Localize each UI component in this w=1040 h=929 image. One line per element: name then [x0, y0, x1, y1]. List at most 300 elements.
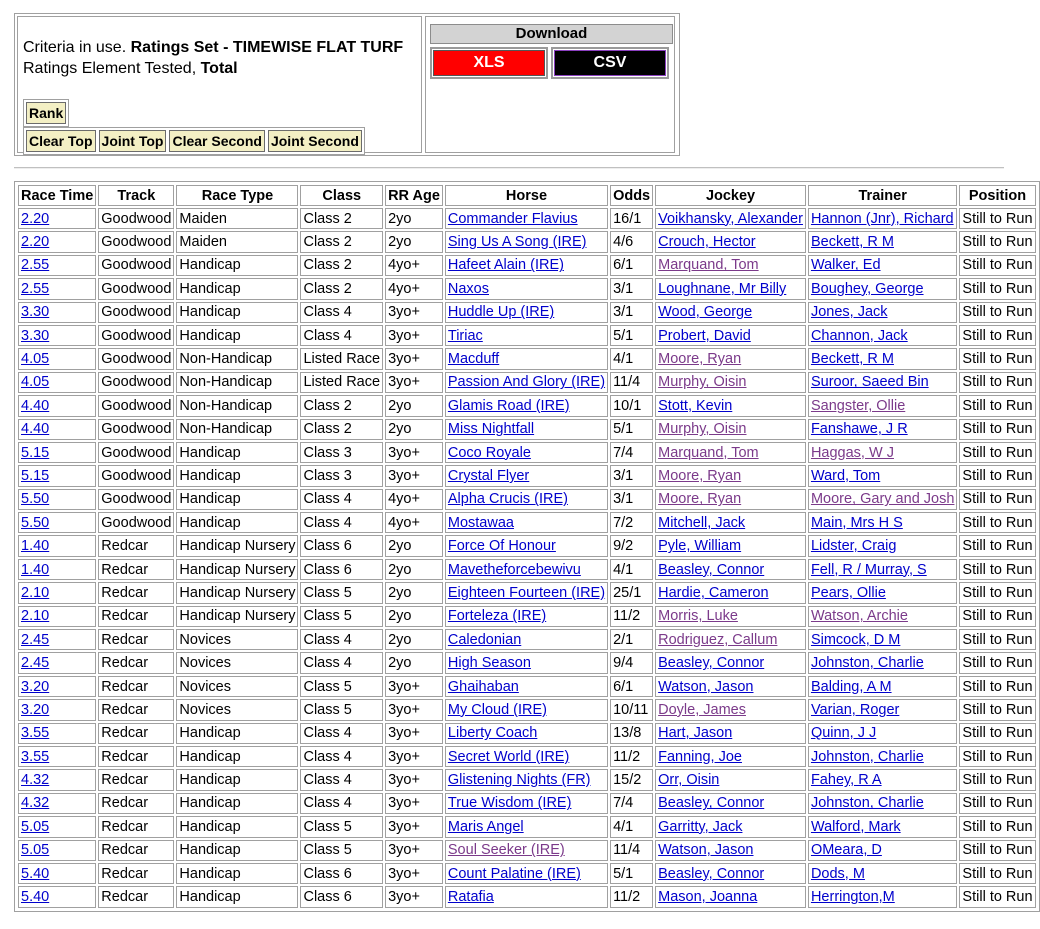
track-cell: Redcar	[98, 793, 174, 814]
trainer-link[interactable]: Varian, Roger	[810, 701, 900, 718]
race-time-cell	[18, 676, 96, 697]
race-time-cell	[18, 302, 96, 323]
odds-cell: 3/1	[610, 302, 653, 323]
table-row	[18, 255, 1036, 276]
trainer-link[interactable]: Quinn, J J	[810, 725, 877, 742]
trainer-link[interactable]: Simcock, D M	[810, 631, 901, 648]
horse-link[interactable]: Naxos	[447, 280, 489, 297]
horse-link[interactable]: Maris Angel	[447, 818, 524, 835]
race-type-cell: Handicap	[176, 723, 298, 744]
rr-age-cell: 3yo+	[385, 863, 443, 884]
class-cell: Class 4	[300, 489, 383, 510]
jockey-link[interactable]: Garritty, Jack	[658, 818, 743, 835]
download-panel	[425, 16, 675, 153]
jockey-link[interactable]: Crouch, Hector	[658, 234, 756, 251]
rr-age-cell: 2yo	[385, 582, 443, 603]
race-time-cell	[18, 419, 96, 440]
race-time-link[interactable]: 2.55	[21, 257, 50, 274]
jockey-cell	[655, 465, 806, 486]
class-cell: Class 4	[300, 325, 383, 346]
horse-link[interactable]: Glistening Nights (FR)	[447, 772, 591, 789]
track-cell: Redcar	[98, 886, 174, 907]
trainer-link[interactable]: Balding, A M	[810, 678, 892, 695]
race-time-link[interactable]: 5.15	[21, 444, 50, 461]
track-cell: Goodwood	[98, 465, 174, 486]
horse-cell	[445, 793, 608, 814]
odds-cell: 25/1	[610, 582, 653, 603]
position-cell: Still to Run	[959, 769, 1035, 790]
race-time-cell	[18, 559, 96, 580]
rr-age-cell: 4yo+	[385, 512, 443, 533]
races-table	[16, 183, 1038, 910]
race-time-link[interactable]: 5.05	[21, 842, 50, 859]
race-time-link[interactable]: 3.30	[21, 327, 50, 344]
jockey-link[interactable]: Hardie, Cameron	[658, 584, 769, 601]
track-cell: Goodwood	[98, 231, 174, 252]
position-cell: Still to Run	[959, 723, 1035, 744]
horse-link[interactable]: Crystal Flyer	[447, 467, 530, 484]
horse-link[interactable]: Sing Us A Song (IRE)	[447, 234, 587, 251]
horse-link[interactable]: High Season	[447, 655, 531, 672]
download-csv-button[interactable]	[551, 47, 669, 79]
trainer-link[interactable]: Boughey, George	[810, 280, 924, 297]
odds-cell: 11/2	[610, 886, 653, 907]
trainer-link[interactable]: Haggas, W J	[810, 444, 894, 461]
odds-cell: 11/2	[610, 746, 653, 767]
jockey-link[interactable]: Wood, George	[658, 304, 753, 321]
race-time-link[interactable]: 5.50	[21, 491, 50, 508]
jockey-link[interactable]: Beasley, Connor	[658, 795, 765, 812]
race-time-link[interactable]: 2.20	[21, 234, 50, 251]
jockey-link[interactable]: Beasley, Connor	[658, 561, 765, 578]
horse-link[interactable]: Forteleza (IRE)	[447, 608, 547, 625]
horse-cell	[445, 723, 608, 744]
jockey-link[interactable]: Murphy, Oisin	[658, 374, 747, 391]
position-cell: Still to Run	[959, 676, 1035, 697]
position-cell: Still to Run	[959, 325, 1035, 346]
clear-second-button[interactable]: Clear Second	[169, 130, 264, 152]
position-cell: Still to Run	[959, 348, 1035, 369]
horse-link[interactable]: Commander Flavius	[447, 210, 578, 227]
trainer-link[interactable]: Fanshawe, J R	[810, 421, 908, 438]
trainer-link[interactable]: Herrington,M	[810, 889, 895, 906]
race-time-link[interactable]: 5.40	[21, 865, 50, 882]
class-cell: Class 5	[300, 816, 383, 837]
trainer-link[interactable]: Suroor, Saeed Bin	[810, 374, 929, 391]
table-row	[18, 395, 1036, 416]
races-table-container	[14, 181, 1040, 912]
class-cell: Class 6	[300, 863, 383, 884]
jockey-link[interactable]: Rodriguez, Callum	[658, 631, 778, 648]
horse-cell	[445, 255, 608, 276]
race-time-cell	[18, 442, 96, 463]
jockey-cell	[655, 348, 806, 369]
header-jockey: Jockey	[655, 185, 806, 206]
odds-cell: 4/1	[610, 348, 653, 369]
trainer-link[interactable]: Watson, Archie	[810, 608, 908, 625]
track-cell: Redcar	[98, 816, 174, 837]
trainer-cell	[808, 395, 957, 416]
jockey-link[interactable]: Watson, Jason	[658, 842, 754, 859]
horse-link[interactable]: Passion And Glory (IRE)	[447, 374, 606, 391]
trainer-link[interactable]: Fell, R / Murray, S	[810, 561, 927, 578]
jockey-cell	[655, 652, 806, 673]
trainer-link[interactable]: OMeara, D	[810, 842, 882, 859]
trainer-link[interactable]: Fahey, R A	[810, 772, 882, 789]
track-cell: Goodwood	[98, 325, 174, 346]
race-type-cell: Handicap	[176, 840, 298, 861]
race-time-cell	[18, 255, 96, 276]
clear-top-button[interactable]: Clear Top	[26, 130, 96, 152]
race-type-cell: Handicap	[176, 278, 298, 299]
table-header-row	[18, 185, 1036, 206]
jockey-link[interactable]: Voikhansky, Alexander	[658, 210, 803, 227]
horse-link[interactable]: Liberty Coach	[447, 725, 538, 742]
horse-link[interactable]: Tiriac	[447, 327, 483, 344]
header-race-time: Race Time	[18, 185, 96, 206]
race-type-cell: Handicap	[176, 325, 298, 346]
jockey-cell	[655, 582, 806, 603]
trainer-cell	[808, 302, 957, 323]
trainer-link[interactable]: Ward, Tom	[810, 467, 881, 484]
race-time-link[interactable]: 3.55	[21, 725, 50, 742]
jockey-link[interactable]: Probert, David	[658, 327, 751, 344]
trainer-link[interactable]: Beckett, R M	[810, 234, 894, 251]
class-cell: Class 4	[300, 629, 383, 650]
trainer-link[interactable]: Hannon (Jnr), Richard	[810, 210, 954, 227]
jockey-link[interactable]: Stott, Kevin	[658, 397, 733, 414]
horse-link[interactable]: Ghaihaban	[447, 678, 519, 695]
jockey-link[interactable]: Moore, Ryan	[658, 491, 742, 508]
jockey-link[interactable]: Orr, Oisin	[658, 772, 720, 789]
race-time-cell	[18, 395, 96, 416]
odds-cell: 10/11	[610, 699, 653, 720]
rr-age-cell: 3yo+	[385, 886, 443, 907]
class-cell: Class 2	[300, 419, 383, 440]
race-time-link[interactable]: 5.15	[21, 467, 50, 484]
class-cell: Class 2	[300, 395, 383, 416]
horse-link[interactable]: Glamis Road (IRE)	[447, 397, 570, 414]
trainer-link[interactable]: Moore, Gary and Josh	[810, 491, 955, 508]
trainer-cell	[808, 325, 957, 346]
download-buttons	[430, 47, 669, 79]
trainer-link[interactable]: Channon, Jack	[810, 327, 908, 344]
trainer-cell	[808, 606, 957, 627]
odds-cell: 9/2	[610, 535, 653, 556]
race-time-link[interactable]: 3.20	[21, 701, 50, 718]
race-time-link[interactable]: 2.45	[21, 655, 50, 672]
rr-age-cell: 3yo+	[385, 840, 443, 861]
position-cell: Still to Run	[959, 840, 1035, 861]
jockey-link[interactable]: Marquand, Tom	[658, 257, 759, 274]
odds-cell: 11/4	[610, 840, 653, 861]
jockey-link[interactable]: Beasley, Connor	[658, 865, 765, 882]
jockey-cell	[655, 606, 806, 627]
position-cell: Still to Run	[959, 231, 1035, 252]
track-cell: Redcar	[98, 582, 174, 603]
trainer-cell	[808, 793, 957, 814]
header-race-type: Race Type	[176, 185, 298, 206]
trainer-link[interactable]: Main, Mrs H S	[810, 514, 903, 531]
table-row	[18, 465, 1036, 486]
race-time-link[interactable]: 4.32	[21, 772, 50, 789]
race-type-cell: Novices	[176, 629, 298, 650]
class-cell: Class 2	[300, 278, 383, 299]
race-time-cell	[18, 208, 96, 229]
position-cell: Still to Run	[959, 442, 1035, 463]
xls-label: XLS	[433, 50, 545, 76]
table-row	[18, 816, 1036, 837]
race-type-cell: Maiden	[176, 208, 298, 229]
position-cell: Still to Run	[959, 746, 1035, 767]
horse-link[interactable]: Miss Nightfall	[447, 421, 535, 438]
joint-second-button[interactable]: Joint Second	[268, 130, 362, 152]
jockey-cell	[655, 559, 806, 580]
position-cell: Still to Run	[959, 582, 1035, 603]
rr-age-cell: 3yo+	[385, 746, 443, 767]
horse-link[interactable]: Ratafia	[447, 889, 494, 906]
jockey-link[interactable]: Watson, Jason	[658, 678, 754, 695]
jockey-cell	[655, 699, 806, 720]
rank-button[interactable]: Rank	[26, 102, 66, 124]
horse-link[interactable]: Secret World (IRE)	[447, 748, 570, 765]
rr-age-cell: 3yo+	[385, 325, 443, 346]
jockey-cell	[655, 208, 806, 229]
header-trainer: Trainer	[808, 185, 957, 206]
race-time-link[interactable]: 3.20	[21, 678, 50, 695]
odds-cell: 3/1	[610, 465, 653, 486]
table-row	[18, 746, 1036, 767]
track-cell: Goodwood	[98, 278, 174, 299]
rr-age-cell: 3yo+	[385, 465, 443, 486]
odds-cell: 10/1	[610, 395, 653, 416]
race-type-cell: Maiden	[176, 231, 298, 252]
odds-cell: 11/4	[610, 372, 653, 393]
horse-link[interactable]: Eighteen Fourteen (IRE)	[447, 584, 606, 601]
race-time-link[interactable]: 5.40	[21, 889, 50, 906]
race-time-link[interactable]: 1.40	[21, 538, 50, 555]
jockey-cell	[655, 231, 806, 252]
jockey-link[interactable]: Fanning, Joe	[658, 748, 742, 765]
header-track: Track	[98, 185, 174, 206]
trainer-link[interactable]: Walford, Mark	[810, 818, 901, 835]
race-time-link[interactable]: 2.10	[21, 584, 50, 601]
horse-cell	[445, 699, 608, 720]
track-cell: Redcar	[98, 629, 174, 650]
horse-link[interactable]: Coco Royale	[447, 444, 531, 461]
trainer-cell	[808, 489, 957, 510]
race-time-link[interactable]: 4.32	[21, 795, 50, 812]
track-cell: Redcar	[98, 559, 174, 580]
class-cell: Class 6	[300, 886, 383, 907]
horse-link[interactable]: Alpha Crucis (IRE)	[447, 491, 568, 508]
horse-link[interactable]: Huddle Up (IRE)	[447, 304, 555, 321]
race-time-link[interactable]: 2.20	[21, 210, 50, 227]
table-row	[18, 863, 1036, 884]
table-row	[18, 582, 1036, 603]
trainer-link[interactable]: Johnston, Charlie	[810, 655, 924, 672]
jockey-link[interactable]: Moore, Ryan	[658, 467, 742, 484]
table-row	[18, 231, 1036, 252]
class-cell: Class 4	[300, 652, 383, 673]
position-cell: Still to Run	[959, 208, 1035, 229]
race-time-link[interactable]: 4.40	[21, 397, 50, 414]
jockey-link[interactable]: Mitchell, Jack	[658, 514, 746, 531]
download-xls-button[interactable]	[430, 47, 548, 79]
table-row	[18, 302, 1036, 323]
trainer-link[interactable]: Lidster, Craig	[810, 538, 897, 555]
trainer-link[interactable]: Dods, M	[810, 865, 865, 882]
table-row	[18, 419, 1036, 440]
header-horse: Horse	[445, 185, 608, 206]
horse-link[interactable]: Caledonian	[447, 631, 522, 648]
jockey-cell	[655, 840, 806, 861]
race-time-cell	[18, 723, 96, 744]
table-row	[18, 676, 1036, 697]
track-cell: Goodwood	[98, 512, 174, 533]
horse-link[interactable]: Mavetheforcebewivu	[447, 561, 581, 578]
race-time-link[interactable]: 4.40	[21, 421, 50, 438]
race-time-cell	[18, 231, 96, 252]
rr-age-cell: 3yo+	[385, 442, 443, 463]
table-row	[18, 629, 1036, 650]
rank-group	[23, 99, 69, 127]
horse-link[interactable]: True Wisdom (IRE)	[447, 795, 572, 812]
rr-age-cell: 2yo	[385, 629, 443, 650]
jockey-link[interactable]: Pyle, William	[658, 538, 742, 555]
criteria-info	[17, 16, 422, 153]
trainer-link[interactable]: Johnston, Charlie	[810, 795, 924, 812]
jockey-cell	[655, 512, 806, 533]
rr-age-cell: 3yo+	[385, 348, 443, 369]
jockey-link[interactable]: Mason, Joanna	[658, 889, 758, 906]
race-type-cell: Handicap	[176, 793, 298, 814]
class-cell: Class 4	[300, 793, 383, 814]
table-row	[18, 559, 1036, 580]
position-cell: Still to Run	[959, 793, 1035, 814]
trainer-cell	[808, 512, 957, 533]
race-time-link[interactable]: 4.05	[21, 374, 50, 391]
jockey-link[interactable]: Loughnane, Mr Billy	[658, 280, 787, 297]
position-cell: Still to Run	[959, 489, 1035, 510]
trainer-cell	[808, 278, 957, 299]
horse-cell	[445, 606, 608, 627]
horse-link[interactable]: Force Of Honour	[447, 538, 556, 555]
class-cell: Class 6	[300, 535, 383, 556]
track-cell: Goodwood	[98, 372, 174, 393]
odds-cell: 5/1	[610, 863, 653, 884]
trainer-link[interactable]: Jones, Jack	[810, 304, 888, 321]
jockey-cell	[655, 372, 806, 393]
trainer-link[interactable]: Johnston, Charlie	[810, 748, 924, 765]
rr-age-cell: 2yo	[385, 652, 443, 673]
race-type-cell: Handicap	[176, 746, 298, 767]
rr-age-cell: 2yo	[385, 559, 443, 580]
race-time-cell	[18, 629, 96, 650]
trainer-cell	[808, 582, 957, 603]
horse-cell	[445, 863, 608, 884]
class-cell: Class 6	[300, 559, 383, 580]
odds-cell: 2/1	[610, 629, 653, 650]
race-time-link[interactable]: 3.55	[21, 748, 50, 765]
race-type-cell: Handicap	[176, 255, 298, 276]
horse-link[interactable]: Hafeet Alain (IRE)	[447, 257, 564, 274]
race-time-link[interactable]: 3.30	[21, 304, 50, 321]
position-cell: Still to Run	[959, 699, 1035, 720]
race-time-link[interactable]: 4.05	[21, 351, 50, 368]
jockey-link[interactable]: Hart, Jason	[658, 725, 733, 742]
race-time-cell	[18, 535, 96, 556]
jockey-link[interactable]: Morris, Luke	[658, 608, 738, 625]
jockey-link[interactable]: Beasley, Connor	[658, 655, 765, 672]
trainer-cell	[808, 535, 957, 556]
table-row	[18, 652, 1036, 673]
race-type-cell: Handicap	[176, 512, 298, 533]
joint-top-button[interactable]: Joint Top	[99, 130, 167, 152]
position-cell: Still to Run	[959, 302, 1035, 323]
rr-age-cell: 3yo+	[385, 699, 443, 720]
jockey-cell	[655, 886, 806, 907]
horse-link[interactable]: Soul Seeker (IRE)	[447, 842, 565, 859]
jockey-cell	[655, 278, 806, 299]
race-time-link[interactable]: 2.10	[21, 608, 50, 625]
table-row	[18, 606, 1036, 627]
race-time-link[interactable]: 1.40	[21, 561, 50, 578]
horse-cell	[445, 746, 608, 767]
rr-age-cell: 3yo+	[385, 676, 443, 697]
horse-link[interactable]: Mostawaa	[447, 514, 514, 531]
race-time-link[interactable]: 2.45	[21, 631, 50, 648]
horse-cell	[445, 652, 608, 673]
horse-link[interactable]: Count Palatine (IRE)	[447, 865, 581, 882]
odds-cell: 11/2	[610, 606, 653, 627]
position-cell: Still to Run	[959, 559, 1035, 580]
track-cell: Redcar	[98, 746, 174, 767]
track-cell: Redcar	[98, 699, 174, 720]
rr-age-cell: 4yo+	[385, 278, 443, 299]
race-time-link[interactable]: 2.55	[21, 280, 50, 297]
trainer-link[interactable]: Walker, Ed	[810, 257, 881, 274]
race-time-link[interactable]: 5.05	[21, 818, 50, 835]
race-time-link[interactable]: 5.50	[21, 514, 50, 531]
table-body	[18, 208, 1036, 908]
race-time-cell	[18, 840, 96, 861]
horse-link[interactable]: My Cloud (IRE)	[447, 701, 547, 718]
jockey-link[interactable]: Marquand, Tom	[658, 444, 759, 461]
trainer-cell	[808, 886, 957, 907]
trainer-link[interactable]: Pears, Ollie	[810, 584, 886, 601]
trainer-link[interactable]: Beckett, R M	[810, 351, 894, 368]
rr-age-cell: 2yo	[385, 606, 443, 627]
jockey-link[interactable]: Doyle, James	[658, 701, 746, 718]
jockey-link[interactable]: Murphy, Oisin	[658, 421, 747, 438]
race-time-cell	[18, 582, 96, 603]
jockey-link[interactable]: Moore, Ryan	[658, 351, 742, 368]
rr-age-cell: 3yo+	[385, 302, 443, 323]
header-position: Position	[959, 185, 1035, 206]
race-type-cell: Handicap	[176, 302, 298, 323]
class-cell: Listed Race	[300, 348, 383, 369]
table-row	[18, 723, 1036, 744]
race-type-cell: Non-Handicap	[176, 372, 298, 393]
class-cell: Class 2	[300, 255, 383, 276]
horse-link[interactable]: Macduff	[447, 351, 500, 368]
class-cell: Listed Race	[300, 372, 383, 393]
jockey-cell	[655, 489, 806, 510]
jockey-cell	[655, 325, 806, 346]
trainer-link[interactable]: Sangster, Ollie	[810, 397, 906, 414]
jockey-cell	[655, 419, 806, 440]
